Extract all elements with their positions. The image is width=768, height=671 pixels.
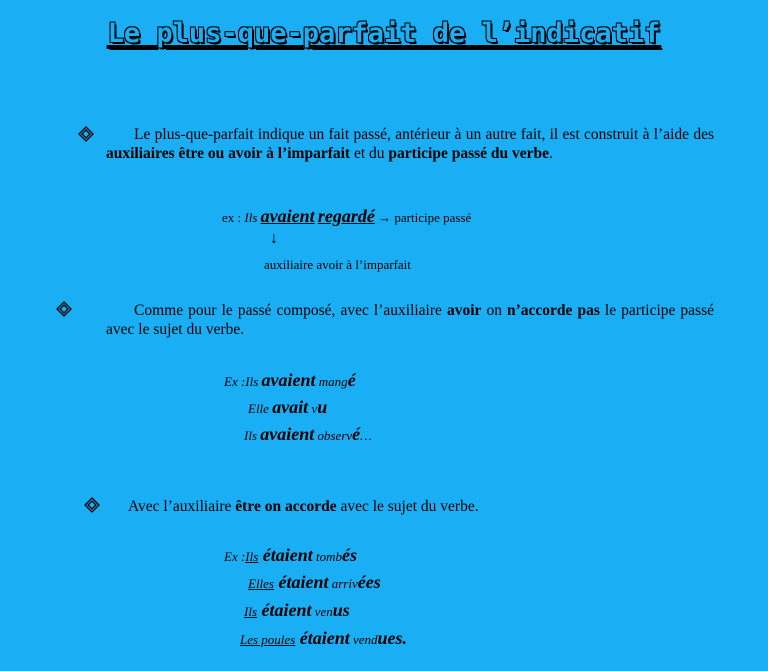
example-row: Elles étaient arrivées xyxy=(248,572,381,592)
section2-paragraph: Comme pour le passé composé, avec l’auxiliaire avoir on n’accorde pas le participe passé avec le sujet du verbe. xyxy=(106,302,715,338)
diamond-bullet-icon xyxy=(84,497,100,513)
diamond-bullet-icon xyxy=(78,126,94,142)
diamond-bullet-icon xyxy=(56,301,72,317)
section1-example: ex : Ils avaient regardé → participe passé xyxy=(222,206,472,226)
arrow-down-icon: ↓ xyxy=(270,230,278,247)
page-title: Le plus-que-parfait de l’indicatif xyxy=(107,18,661,49)
example-row: Ex :Ils étaient tombés xyxy=(224,545,358,565)
example-row: Ils étaient venus xyxy=(244,600,350,620)
example-row: Ex :Ils avaient mangé xyxy=(224,370,356,390)
section1-paragraph: Le plus-que-parfait indique un fait passé, antérieur à un autre fait, il est construit à l’aide des auxiliaires être ou avoir à l’imparfait et du participe passé du verbe. xyxy=(106,126,714,162)
example-row: Les poules étaient vendues. xyxy=(240,628,408,648)
section3-paragraph: Avec l’auxiliaire être on accorde avec le sujet du verbe. xyxy=(128,498,479,515)
aux-label: auxiliaire avoir à l’imparfait xyxy=(264,257,411,272)
example-row: Elle avait vu xyxy=(248,397,328,417)
example-row: Ils avaient observé… xyxy=(244,424,372,444)
